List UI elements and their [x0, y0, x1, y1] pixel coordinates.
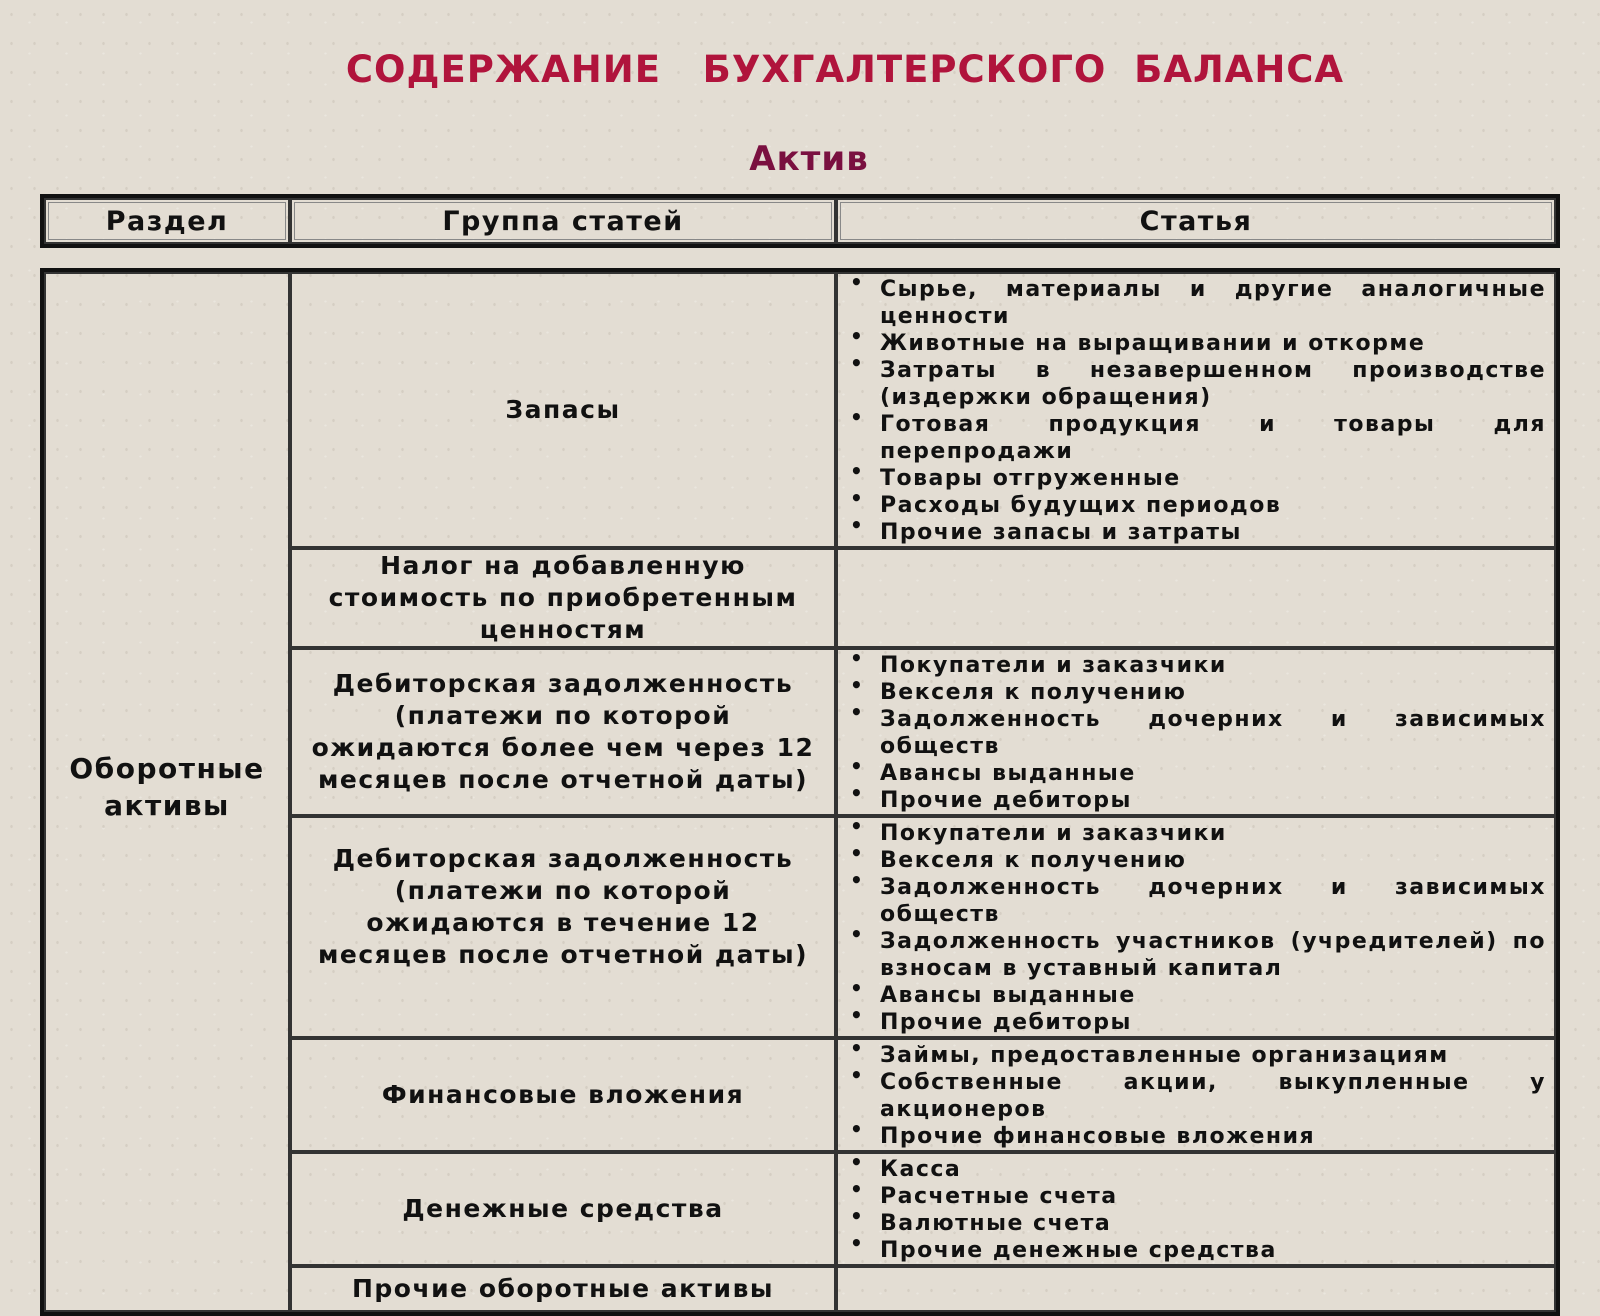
group-cell [290, 1266, 836, 1312]
group-cell [290, 648, 836, 816]
list-item: • Готовая продукция и товары для перепродажи [838, 411, 1554, 465]
items-list [838, 652, 1554, 814]
group-cell [290, 272, 836, 548]
list-item: • Прочие финансовые вложения [838, 1123, 1554, 1150]
list-item: • Прочие дебиторы [838, 787, 1554, 814]
section-label: Оборотные активы [69, 752, 265, 822]
items-cell [836, 816, 1556, 1038]
group-cell [290, 1038, 836, 1152]
table-row [44, 272, 1556, 548]
group-label: Прочие оборотные активы [351, 1274, 774, 1303]
page-title: СОДЕРЖАНИЕ БУХГАЛТЕРСКОГО БАЛАНСА [345, 48, 1345, 91]
items-list [838, 276, 1554, 546]
list-item: • Собственные акции, выкупленные у акционеров [838, 1069, 1554, 1123]
group-cell [290, 816, 836, 1038]
items-cell-empty [836, 1266, 1556, 1312]
items-cell [836, 1152, 1556, 1266]
list-item: • Касса [838, 1156, 1554, 1183]
list-item: • Векселя к получению [838, 847, 1554, 874]
group-label: Дебиторская задолженность (платежи по которой ожидаются в течение 12 месяцев после отчетной даты) [317, 844, 809, 969]
list-item: • Расчетные счета [838, 1183, 1554, 1210]
group-label: Дебиторская задолженность (платежи по которой ожидаются более чем через 12 месяцев после отчетной даты) [311, 669, 815, 794]
items-cell [836, 648, 1556, 816]
items-cell [836, 272, 1556, 548]
list-item: • Прочие запасы и затраты [838, 519, 1554, 546]
group-label: Налог на добавленную стоимость по приобретенным ценностям [328, 551, 798, 644]
list-item: • Сырье, материалы и другие аналогичные ценности [838, 276, 1554, 330]
group-label: Финансовые вложения [381, 1080, 745, 1109]
items-list [838, 820, 1554, 1036]
group-cell [290, 548, 836, 648]
group-cell [290, 1152, 836, 1266]
header-section: Раздел [44, 198, 290, 244]
header-group: Группа статей [290, 198, 836, 244]
page-subtitle: Актив [749, 139, 869, 179]
list-item: • Покупатели и заказчики [838, 820, 1554, 847]
list-item: • Авансы выданные [838, 982, 1554, 1009]
section-cell [44, 272, 290, 1312]
balance-table [40, 268, 1560, 1316]
items-cell [836, 1038, 1556, 1152]
group-label: Денежные средства [402, 1194, 724, 1223]
list-item: • Векселя к получению [838, 679, 1554, 706]
list-item: • Займы, предоставленные организациям [838, 1042, 1554, 1069]
list-item: • Затраты в незавершенном производстве (издержки обращения) [838, 357, 1554, 411]
list-item: • Задолженность участников (учредителей) по взносам в уставный капитал [838, 928, 1554, 982]
list-item: • Валютные счета [838, 1210, 1554, 1237]
list-item: • Прочие денежные средства [838, 1237, 1554, 1264]
list-item: • Животные на выращивании и откорме [838, 330, 1554, 357]
list-item: • Товары отгруженные [838, 465, 1554, 492]
items-list [838, 1042, 1554, 1150]
list-item: • Прочие дебиторы [838, 1009, 1554, 1036]
list-item: • Покупатели и заказчики [838, 652, 1554, 679]
items-list [838, 1156, 1554, 1264]
header-item: Статья [836, 198, 1556, 244]
list-item: • Задолженность дочерних и зависимых обществ [838, 706, 1554, 760]
group-label: Запасы [505, 395, 621, 424]
items-cell-empty [836, 548, 1556, 648]
list-item: • Расходы будущих периодов [838, 492, 1554, 519]
list-item: • Задолженность дочерних и зависимых обществ [838, 874, 1554, 928]
header-table [40, 194, 1560, 248]
list-item: • Авансы выданные [838, 760, 1554, 787]
header-row [44, 198, 1556, 244]
